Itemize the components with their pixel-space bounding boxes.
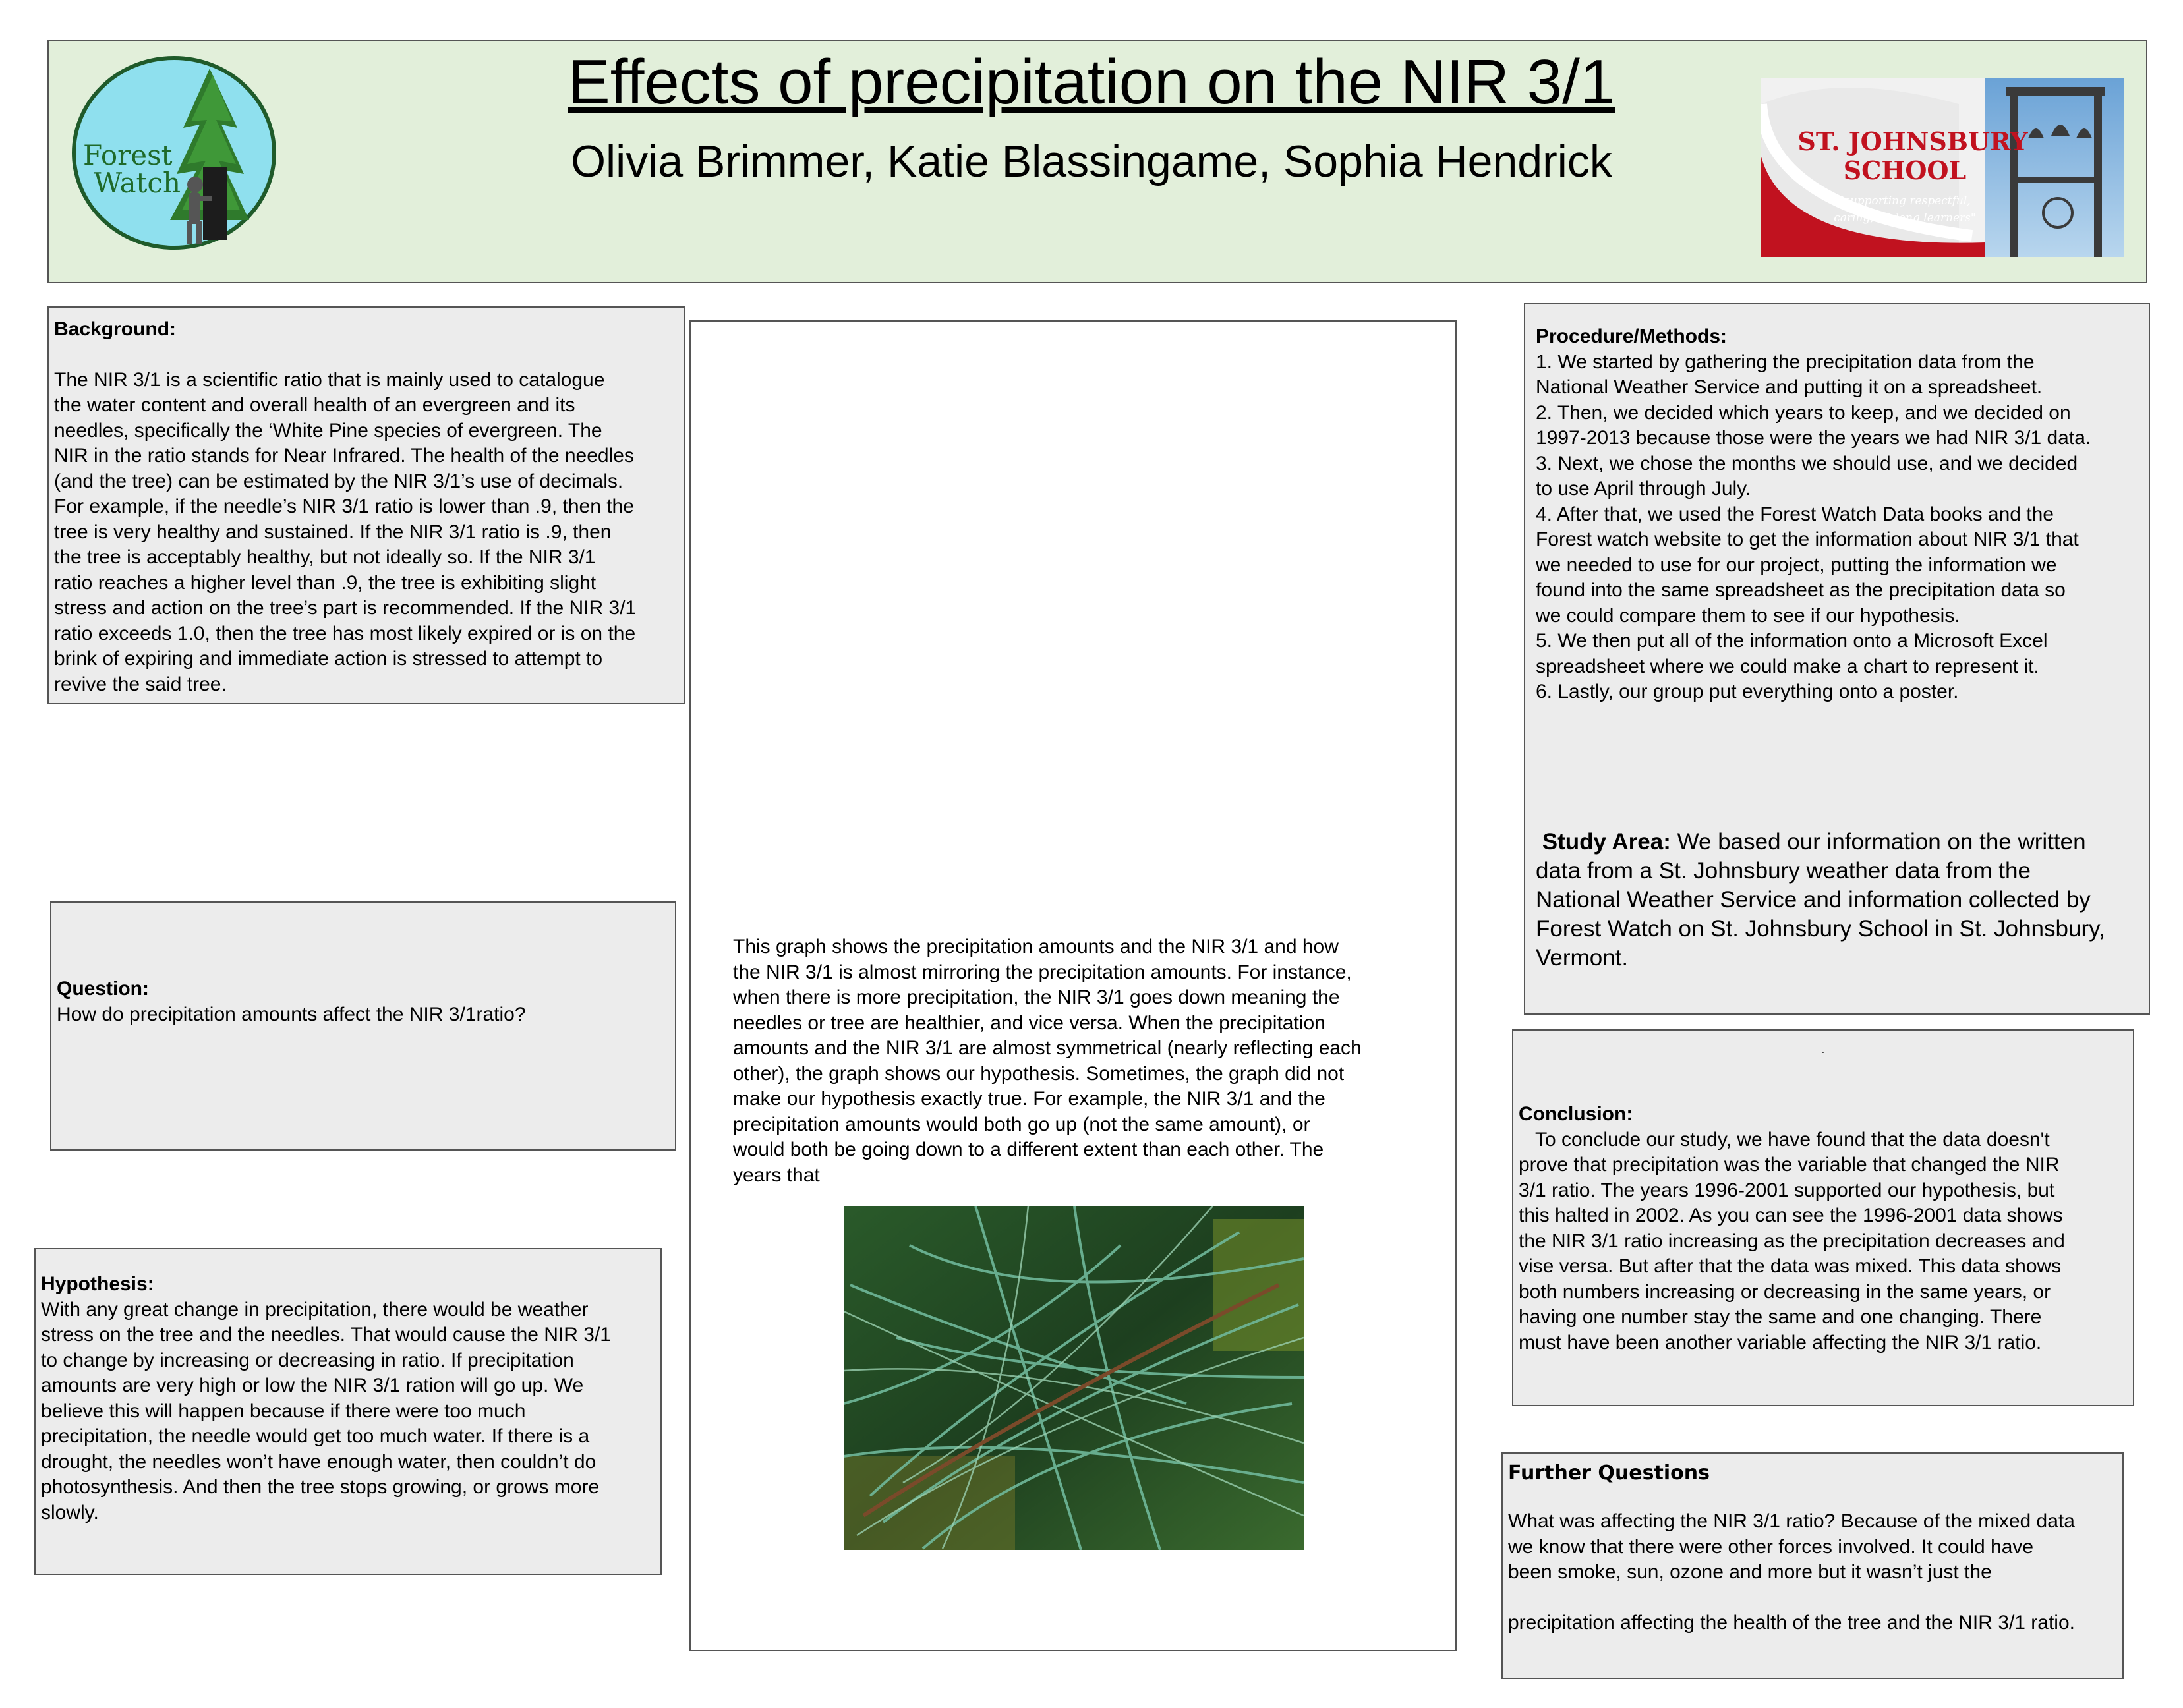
st-johnsbury-school-logo [1761, 78, 2124, 257]
study-area-label: Study Area: [1542, 829, 1671, 855]
school-tagline-line1: "supporting respectful, [1839, 194, 1971, 208]
graph-panel [689, 320, 1457, 1651]
logo-text-line1: Forest [83, 139, 173, 171]
further-questions-section [1501, 1452, 2124, 1679]
school-name-line1: ST. JOHNSBURY [1797, 127, 2028, 156]
question-text: How do precipitation amounts affect the NIR 3/1ratio? [57, 1003, 526, 1025]
graph-description: This graph shows the precipitation amounts and the NIR 3/1 and how the NIR 3/1 is almost mirroring the precipitation amounts. For instance, when there is more precipitation, the NIR 3/1 goes down meaning the needles or tree are healthier, and vice versa. When the precipitation amounts and the NIR 3/1 are almost symmetrical (nearly reflecting each other), the graph shows our hypothesis. Sometimes, the graph did not make our hypothesis exactly true. For example, the NIR 3/1 and the precipitation amounts would both go up (not the same amount), or would both be going down to a different extent than each other. The years that [733, 936, 1362, 1186]
hypothesis-section [34, 1248, 662, 1575]
school-tagline-line2: caring, lifelong learners" [1834, 212, 1976, 225]
conclusion-heading: Conclusion: [1519, 1103, 1633, 1125]
procedure-text: 1. We started by gathering the precipitation data from the National Weather Service and putting it on a spreadsheet. 2. Then, we decided which years to keep, and we decided on 1997-2013 because those were the years we had NIR 3/1 data. 3. Next, we chose the months we should use, and we decided to use April through July. 4. After that, we used the Forest Watch Data books and the Forest watch website to get the information about NIR 3/1 that we needed to use for our project, putting the information we found into the same spreadsheet as the precipitation data so we could compare them to see if our hypothesis. 5. We then put all of the information onto a Microsoft Excel spreadsheet where we could make a chart to represent it. 6. Lastly, our group put everything onto a poster. [1536, 351, 2091, 702]
further-questions-heading: Further Questions [1508, 1462, 1710, 1485]
conclusion-section [1512, 1029, 2134, 1406]
procedure-heading: Procedure/Methods: [1536, 326, 1728, 347]
conclusion-dot: . [1822, 1044, 1824, 1055]
conclusion-text: To conclude our study, we have found that the data doesn't prove that precipitation was the variable that changed the NIR 3/1 ratio. The years 1996-2001 supported our hypothesis, but this halted in 2002. As you can see the 1996-2001 data shows the NIR 3/1 ratio increasing as the precipitation decreases and vise versa. But after that the data was mixed. This data shows both numbers increasing or decreasing in the same years, or having one number stay the same and one changing. There must have been another variable affecting the NIR 3/1 ratio. [1519, 1128, 2065, 1353]
question-heading: Question: [57, 978, 149, 1000]
hypothesis-text: With any great change in precipitation, there would be weather stress on the tree and the needles. That would cause the NIR 3/1 to change by increasing or decreasing in ratio. If precipitation amounts are very high or low the NIR 3/1 ration will go up. We believe this will happen because if there were too much precipitation, the needle would get too much water. If there is a drought, the needles won’t have enough water, then couldn’t do photosynthesis. And then the tree stops growing, or grows more slowly. [41, 1298, 611, 1523]
poster-title: Effects of precipitation on the NIR 3/1 [568, 47, 1615, 117]
poster-authors: Olivia Brimmer, Katie Blassingame, Sophia Hendrick [571, 136, 1612, 186]
study-area-text: We based our information on the written data from a St. Johnsbury weather data from the National Weather Service and information collected by Forest Watch on St. Johnsbury School in St. Johnsbury, Vermont. [1536, 829, 2105, 971]
background-heading: Background: [54, 318, 177, 340]
logo-text-line2: Watch [94, 167, 181, 199]
hypothesis-heading: Hypothesis: [41, 1273, 154, 1295]
white-pine-needles-photo [844, 1206, 1304, 1550]
background-section [47, 306, 685, 704]
study-area [1536, 828, 2142, 973]
school-name-line2: SCHOOL [1843, 156, 1967, 185]
background-text: The NIR 3/1 is a scientific ratio that is mainly used to catalogue the water content and overall health of an evergreen and its needles, specifically the ‘White Pine species of evergreen. The NIR in the ratio stands for Near Infrared. The health of the needles (and the tree) can be estimated by the NIR 3/1’s use of decimals. For example, if the needle’s NIR 3/1 ratio is lower than .9, then the tree is very healthy and sustained. If the NIR 3/1 ratio is .9, then the tree is acceptably healthy, but not ideally so. If the NIR 3/1 ratio reaches a higher level than .9, the tree is exhibiting slight stress and action on the tree’s part is recommended. If the NIR 3/1 ratio exceeds 1.0, then the tree has most likely expired or is on the brink of expiring and immediate action is stressed to attempt to revive the said tree. [54, 368, 637, 695]
question-section [50, 901, 676, 1151]
procedure-section [1524, 303, 2150, 1015]
further-questions-text: What was affecting the NIR 3/1 ratio? Because of the mixed data we know that there were other forces involved. It could have been smoke, sun, ozone and more but it wasn’t just the precipitation affecting the health of the tree and the NIR 3/1 ratio. [1508, 1510, 2075, 1634]
